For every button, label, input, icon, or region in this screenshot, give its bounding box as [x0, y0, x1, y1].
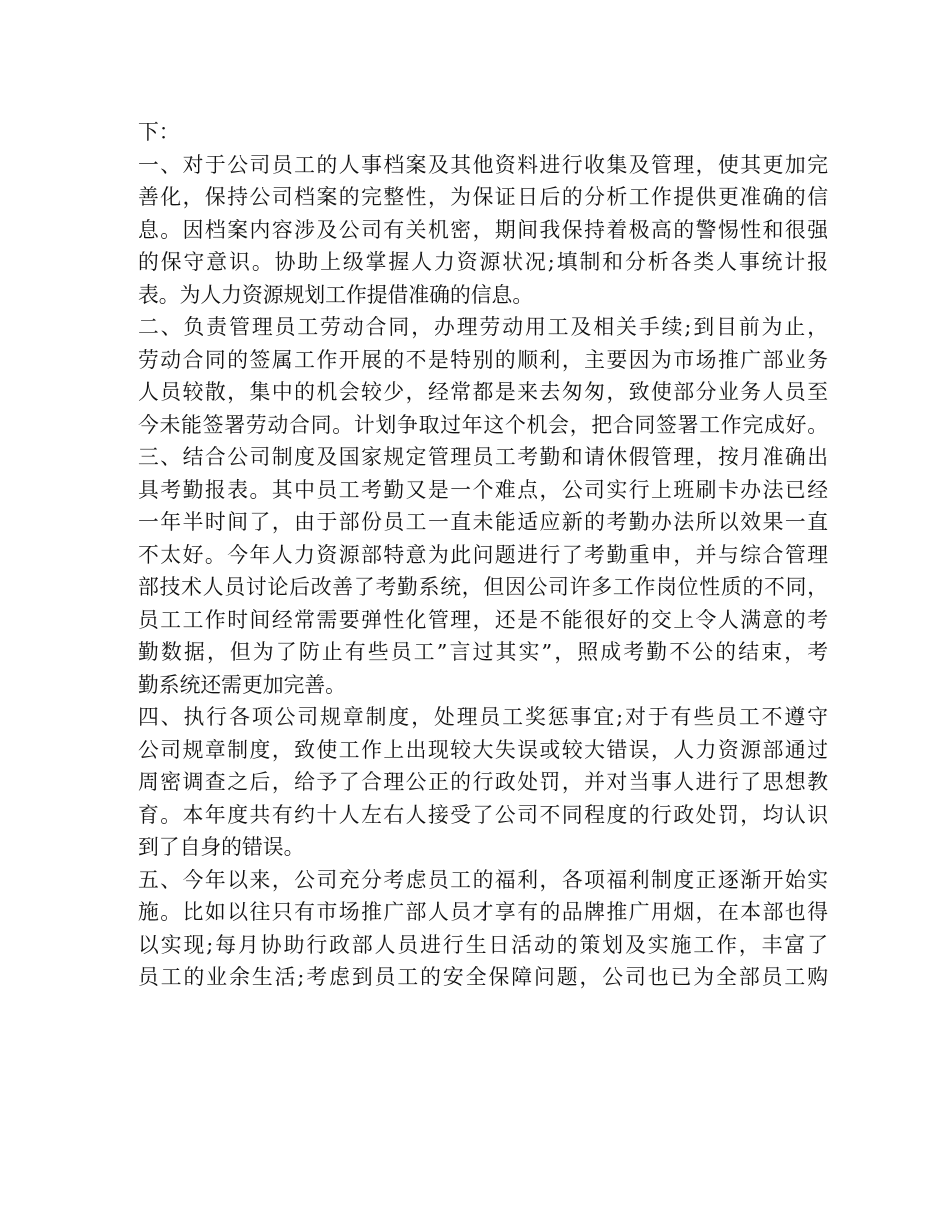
text-line: 员工工作时间经常需要弹性化管理，还是不能很好的交上令人满意的考 [138, 607, 828, 632]
text-line: 四、执行各项公司规章制度，处理员工奖惩事宜;对于有些员工不遵守 [138, 705, 828, 729]
text-line: 的保守意识。协助上级掌握人力资源状况;填制和分析各类人事统计报 [138, 250, 828, 274]
text-line: 不太好。今年人力资源部特意为此问题进行了考勤重申，并与综合管理 [138, 542, 828, 567]
text-line: 息。因档案内容涉及公司有关机密，期间我保持着极高的警惕性和很强 [138, 217, 828, 242]
text-line: 勤系统还需更加完善。 [138, 672, 346, 697]
text-line: 人员较散，集中的机会较少，经常都是来去匆匆，致使部分业务人员至 [138, 380, 828, 404]
text-line: 表。为人力资源规划工作提借准确的信息。 [138, 282, 534, 307]
text-line: 周密调查之后，给予了合理公正的行政处罚，并对当事人进行了思想教 [138, 770, 828, 794]
text-line: 三、结合公司制度及国家规定管理员工考勤和请休假管理，按月准确出 [138, 445, 828, 469]
text-line: 育。本年度共有约十人左右人接受了公司不同程度的行政处罚，均认识 [138, 802, 828, 827]
text-line: 今未能签署劳动合同。计划争取过年这个机会，把合同签署工作完成好。 [138, 412, 828, 437]
text-line: 以实现;每月协助行政部人员进行生日活动的策划及实施工作，丰富了 [138, 932, 828, 957]
text-line: 公司规章制度，致使工作上出现较大失误或较大错误，人力资源部通过 [138, 737, 828, 762]
text-line: 员工的业余生活;考虑到员工的安全保障问题，公司也已为全部员工购 [138, 965, 828, 989]
text-line: 下： [138, 120, 180, 144]
text-line: 部技术人员讨论后改善了考勤系统，但因公司许多工作岗位性质的不同， [138, 575, 828, 599]
text-line: 善化，保持公司档案的完整性，为保证日后的分析工作提供更准确的信 [138, 185, 828, 209]
text-line: 一、对于公司员工的人事档案及其他资料进行收集及管理，使其更加完 [138, 152, 828, 177]
text-line: 劳动合同的签属工作开展的不是特别的顺利，主要因为市场推广部业务 [138, 347, 828, 372]
text-line: 具考勤报表。其中员工考勤又是一个难点，公司实行上班刷卡办法已经 [138, 477, 828, 502]
text-line: 施。比如以往只有市场推广部人员才享有的品牌推广用烟，在本部也得 [138, 900, 828, 924]
text-line: 勤数据，但为了防止有些员工”言过其实”，照成考勤不公的结束，考 [138, 640, 828, 664]
text-line: 一年半时间了，由于部份员工一直未能适应新的考勤办法所以效果一直 [138, 510, 828, 534]
document-body [138, 116, 828, 994]
text-line: 二、负责管理员工劳动合同，办理劳动用工及相关手续;到目前为止， [138, 315, 828, 339]
text-line: 五、今年以来，公司充分考虑员工的福利，各项福利制度正逐渐开始实 [138, 867, 828, 892]
text-line: 到了自身的错误。 [138, 835, 305, 859]
